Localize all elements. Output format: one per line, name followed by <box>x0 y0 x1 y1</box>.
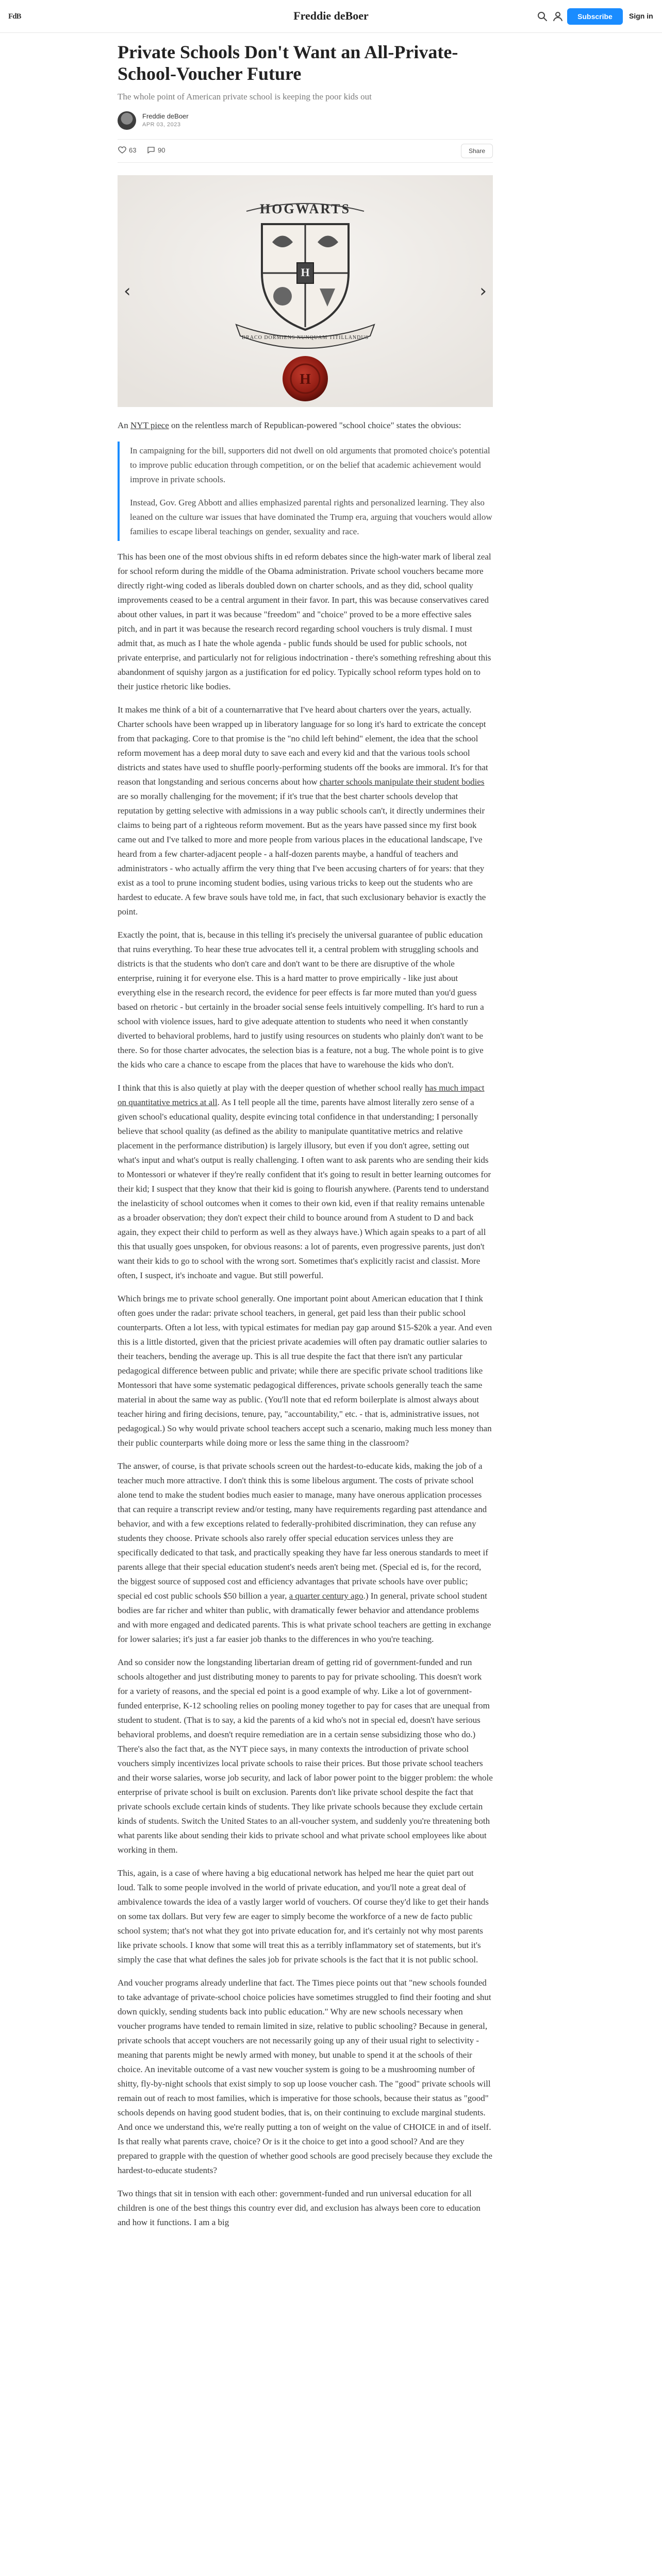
quarter-century-link[interactable]: a quarter century ago <box>289 1591 363 1601</box>
byline <box>118 110 493 133</box>
article <box>118 41 493 2239</box>
post-subtitle: The whole point of American private school is keeping the poor kids out <box>118 92 372 101</box>
crest-title: HOGWARTS <box>259 201 351 216</box>
comment-count: 90 <box>158 146 166 154</box>
post-title: Private Schools Don't Want an All-Private-School-Voucher Future <box>118 42 458 84</box>
hogwarts-letter-illustration <box>118 175 493 407</box>
paragraph: I think that this is also quietly at play with the deeper question of whether school really has much impact on quantitative metrics at all. As I tell people all the time, parents have almost literally zero sense of a given school's educational quality, despite evincing total confidence in that understanding; I personally believe that school quality (as defined as the ability to manipulate quantitative metrics and relative placement in the performance distribution) is largely illusory, but even if you don't agree, setting out what's input and what's output is really challenging. I often want to ask parents who are sending their kids to Montessori or whatever if they're really confident that it's going to result in better learning outcomes for their kid; I suspect that they know that their kid is going to flourish anywhere. (Parents tend to understand the inelasticity of school outcomes when it comes to their own kid, even if that reality remains untenable as a broader observation; they don't expect their child to bounce around from A student to D and back again, they expect their child to perform as well as they always have.) Which again speaks to a part of all this that usually goes unspoken, for obvious reasons: a lot of parents, even progressive parents, just don't want their kids to go to school with the wrong sort. Sometimes that's explicitly racist and classist. More often, I suspect, it's inchoate and vague. But still powerful. <box>118 1083 491 1280</box>
heart-icon <box>118 145 127 155</box>
paragraph: This, again, is a case of where having a big educational network has helped me hear the quiet part out loud. Talk to some people involved in the world of private education, and you'll note a great deal of ambivalence towards the idea of a vastly larger world of vouchers. Of course they'd like to get their hands on some tax dollars. But very few are eager to simply become the workforce of a new de facto public school system; that's not what they got into private education for, and it's certainly not why most parents like private schools. I know that some will treat this as a terribly inflammatory set of statements, but it's simply the case that what defines the sales job for private schools is the fact that it is not public school. <box>118 1868 489 1964</box>
author-avatar[interactable] <box>118 111 136 130</box>
quote-paragraph: In campaigning for the bill, supporters did not dwell on old arguments that promoted choice's potential to improve public education through competition, or on the belief that academic achievement would improve in private schools. <box>130 446 490 484</box>
svg-text:H: H <box>300 371 311 387</box>
share-button[interactable]: Share <box>461 144 493 158</box>
user-icon[interactable] <box>552 10 564 23</box>
paragraph: It makes me think of a bit of a counternarrative that I've heard about charters over the years, actually. Charter schools have been wrapped up in liberatory language for so long it's hard to extricate the concept from that packaging. Core to that promise is the "no child left behind" element, the idea that the school reform movement has a deep moral duty to save each and every kid and that the various tools school districts and states have used to shuffle poorly-performing students off the books are immoral. It's for that reason that longstanding and serious concerns about how charter schools manipulate their student bodies are so morally challenging for the movement; if it's true that the best charter schools develop that reputation by getting selective with admissions in a way public schools can't, it directly undermines their claims to being part of a righteous reform movement. But as the years have passed since my first book came out and I've talked to more and more people from various places in the educational landscape, I've heard from a few charter-adjacent people - a half-dozen parents maybe, a handful of teachers and administrators - who actually affirm the very thing that I've been accusing charters of for years: that they exist as a tool to prune incoming student bodies, using various tricks to keep out the students who are hardest to educate. A few brave souls have told me, in fact, that such exclusionary behavior is exactly the point. <box>118 705 488 917</box>
carousel-next-icon[interactable]: › <box>479 281 487 301</box>
paragraph: Which brings me to private school generally. One important point about American education that I think often goes under the radar: private school teachers, in general, get paid less than their public school counterparts. Often a lot less, with typical estimates for median pay gap around $15-$20k a year. And even this is a little distorted, given that the priciest private academies will often pay dramatic outlier salaries to their teachers, bending the average up. This is all true despite the fact that there isn't any particular pedagogical difference between public and private; while there are specific private school traditions like Montessori that have some systematic pedagogical differences, private schools generally teach the same material in about the same way as public. (You'll note that ed reform boilerplate is almost always about teacher hiring and firing decisions, tenure, pay, "accountability," etc. - that is, administrative issues, not pedagogical.) So why would private school teachers accept such a scenario, making much less money than their public counterparts while doing more or less the same thing in the classroom? <box>118 1294 492 1448</box>
author-name[interactable]: Freddie deBoer <box>142 112 189 120</box>
paragraph: The answer, of course, is that private schools screen out the hardest-to-educate kids, making the job of a teacher much more attractive. I don't think this is some libelous argument. The costs of private school alone tend to make the student bodies much easier to manage, many have onerous application processes that can require a transcript review and/or testing, many have requirements regarding past attendance and behavior, and with a few exceptions related to federally-prohibited discrimination, they can refuse any students they choose. Private schools also rarely offer special education services unless they are specifically dedicated to that task, and practically speaking they have far less onerous standards to meet if parents allege that their special education student's needs aren't being met. (Special ed is, for the record, the biggest source of supposed cost and efficiency advantages that private schools have over public; special ed cost public schools $50 billion a year, a quarter century ago.) In general, private school student bodies are far richer and whiter than public, with dramatically fewer behavior and attendance problems and with more engaged and dedicated parents. This is what private school teachers are getting in exchange for lower salaries; it's just a far easier job thanks to the differences in who you're teaching. <box>118 1461 491 1644</box>
paragraph: Two things that sit in tension with each other: government-funded and run universal education for all children is one of the best things this country ever did, and exclusion has always been core to education and how it functions. I am a big <box>118 2189 481 2227</box>
top-navigation-bar <box>0 0 662 33</box>
paragraph: And so consider now the longstanding libertarian dream of getting rid of government-funded and run schools altogether and just distributing money to parents to pay for private schooling. This doesn't work for a variety of reasons, and the special ed point is a good example of why. Like a lot of government-funded enterprise, K-12 schooling relies on pooling money together to pay for cases that are unequal from student to student. (That is to say, a kid the parents of a kid who's not in special ed, doesn't have serious behavioral problems, and doesn't require remediation are in a certain sense subsidizing those who do.) There's also the fact that, as the NYT piece says, in many contexts the introduction of private school vouchers simply incentivizes local private schools to raise their prices. But those private school teachers and their worse salaries, worse job security, and lack of labor power point to the bigger problem: the whole enterprise of private school is built on exclusion. Parents don't like private school despite the fact that private schools exclude certain kinds of students. They like private schools because they exclude certain kinds of students. Switch the United States to an all-voucher system, and suddenly you're threatening both what parents like about sending their kids to private school and what private school employees like about working in them. <box>118 1657 493 1855</box>
subscribe-button[interactable]: Subscribe <box>567 8 623 25</box>
comments-button[interactable] <box>146 145 165 155</box>
carousel-prev-icon[interactable]: ‹ <box>124 281 131 301</box>
svg-text:H: H <box>301 266 310 279</box>
publication-name[interactable]: Freddie deBoer <box>293 9 369 22</box>
paragraph: Exactly the point, that is, because in this telling it's precisely the universal guarantee of public education that ruins everything. To hear these true advocates tell it, a central problem with struggling schools and districts is that the students who don't care and don't want to be there are disruptive of the whole enterprise, ruining it for everyone else. This is a hard matter to prove empirically - like just about everything else in the research record, the evidence for peer effects is far more muted than you'd guess based on rhetoric - but certainly in the broader social sense feels intuitively compelling. It's hard to run a school with violence issues, hard to give adequate attention to students who need it when constantly diverted to behavioral problems, hard to justify using resources on students who plainly don't want to be there. So for those charter advocates, the selection bias is a feature, not a bug. The whole point is to give the kids who care a chance to escape from the places that have to warehouse the kids who don't. <box>118 930 484 1070</box>
search-icon[interactable] <box>536 10 549 23</box>
paragraph: This has been one of the most obvious shifts in ed reform debates since the high-water mark of liberal zeal for school reform during the middle of the Obama administration. Private school vouchers became more directly right-wing coded as liberals doubled down on charter schools, and as they did, school quality improvements ceased to be a central argument in their favor. In part, this was because conservatives cared about other values, in part it was because "freedom" and "choice" proved to be a more effective sales pitch, and in part it was because the research record regarding school vouchers is truly dismal. I must admit that, as much as I hate the whole agenda - public funds should be used for public schools, not private enterprise, and particularly not for religious indoctrination - there's something refreshing about this abandonment of squishy jargon as a justification for ed policy. Typically school reform types hold on to their justice rhetoric like bodies. <box>118 552 491 691</box>
like-count: 63 <box>129 146 137 154</box>
comment-icon <box>146 145 156 155</box>
sign-in-link[interactable]: Sign in <box>629 12 653 20</box>
charter-schools-link[interactable]: charter schools manipulate their student bodies <box>319 777 485 787</box>
publication-logo[interactable]: FdB <box>8 12 21 21</box>
post-actions-bar <box>118 139 493 163</box>
hero-image[interactable] <box>118 175 493 407</box>
like-button[interactable] <box>118 145 136 155</box>
quantitative-metrics-link[interactable]: has much impact on quantitative metrics at all <box>118 1083 485 1107</box>
post-body <box>118 418 493 2230</box>
paragraph: An NYT piece on the relentless march of Republican-powered "school choice" states the obvious: <box>118 420 461 430</box>
post-date: APR 03, 2023 <box>142 122 181 128</box>
nyt-piece-link[interactable]: NYT piece <box>130 420 169 430</box>
paragraph: And voucher programs already underline that fact. The Times piece points out that "new schools founded to take advantage of private-school choice policies have sometimes struggled to find their footing and shut down quickly, sending students back into public education." Why are new schools necessary when voucher programs have tended to remain limited in size, relative to public schooling? Because in general, private schools that accept vouchers are not necessarily going up any of their usual right to selectivity - meaning that parents might be newly armed with money, but unable to spend it at the schools of their choice. An inevitable outcome of a vast new voucher system is going to be a mushrooming number of shitty, fly-by-night schools that exist simply to sop up loose voucher cash. The "good" private schools will remain out of reach to most families, which is imperative for those schools, because their status as "good" schools depends on having good student bodies, that is, on their continuing to exclude marginal students. And once we understand this, we're really putting a ton of weight on the value of CHOICE in and of itself. Is that really what parents crave, choice? Or is it the choice to get into a good school? And are they prepared to grapple with the question of whether good schools are good precisely because they exclude the hardest-to-educate students? <box>118 1978 492 2175</box>
blockquote <box>118 442 493 541</box>
quote-paragraph: Instead, Gov. Greg Abbott and allies emphasized parental rights and personalized learning. They also leaned on the culture war issues that have dominated the Trump era, arguing that vouchers would allow families to escape liberal teachings on gender, sexuality and race. <box>130 498 492 536</box>
crest-motto: DRACO DORMIENS NUNQUAM TITILLANDUS <box>241 335 369 341</box>
